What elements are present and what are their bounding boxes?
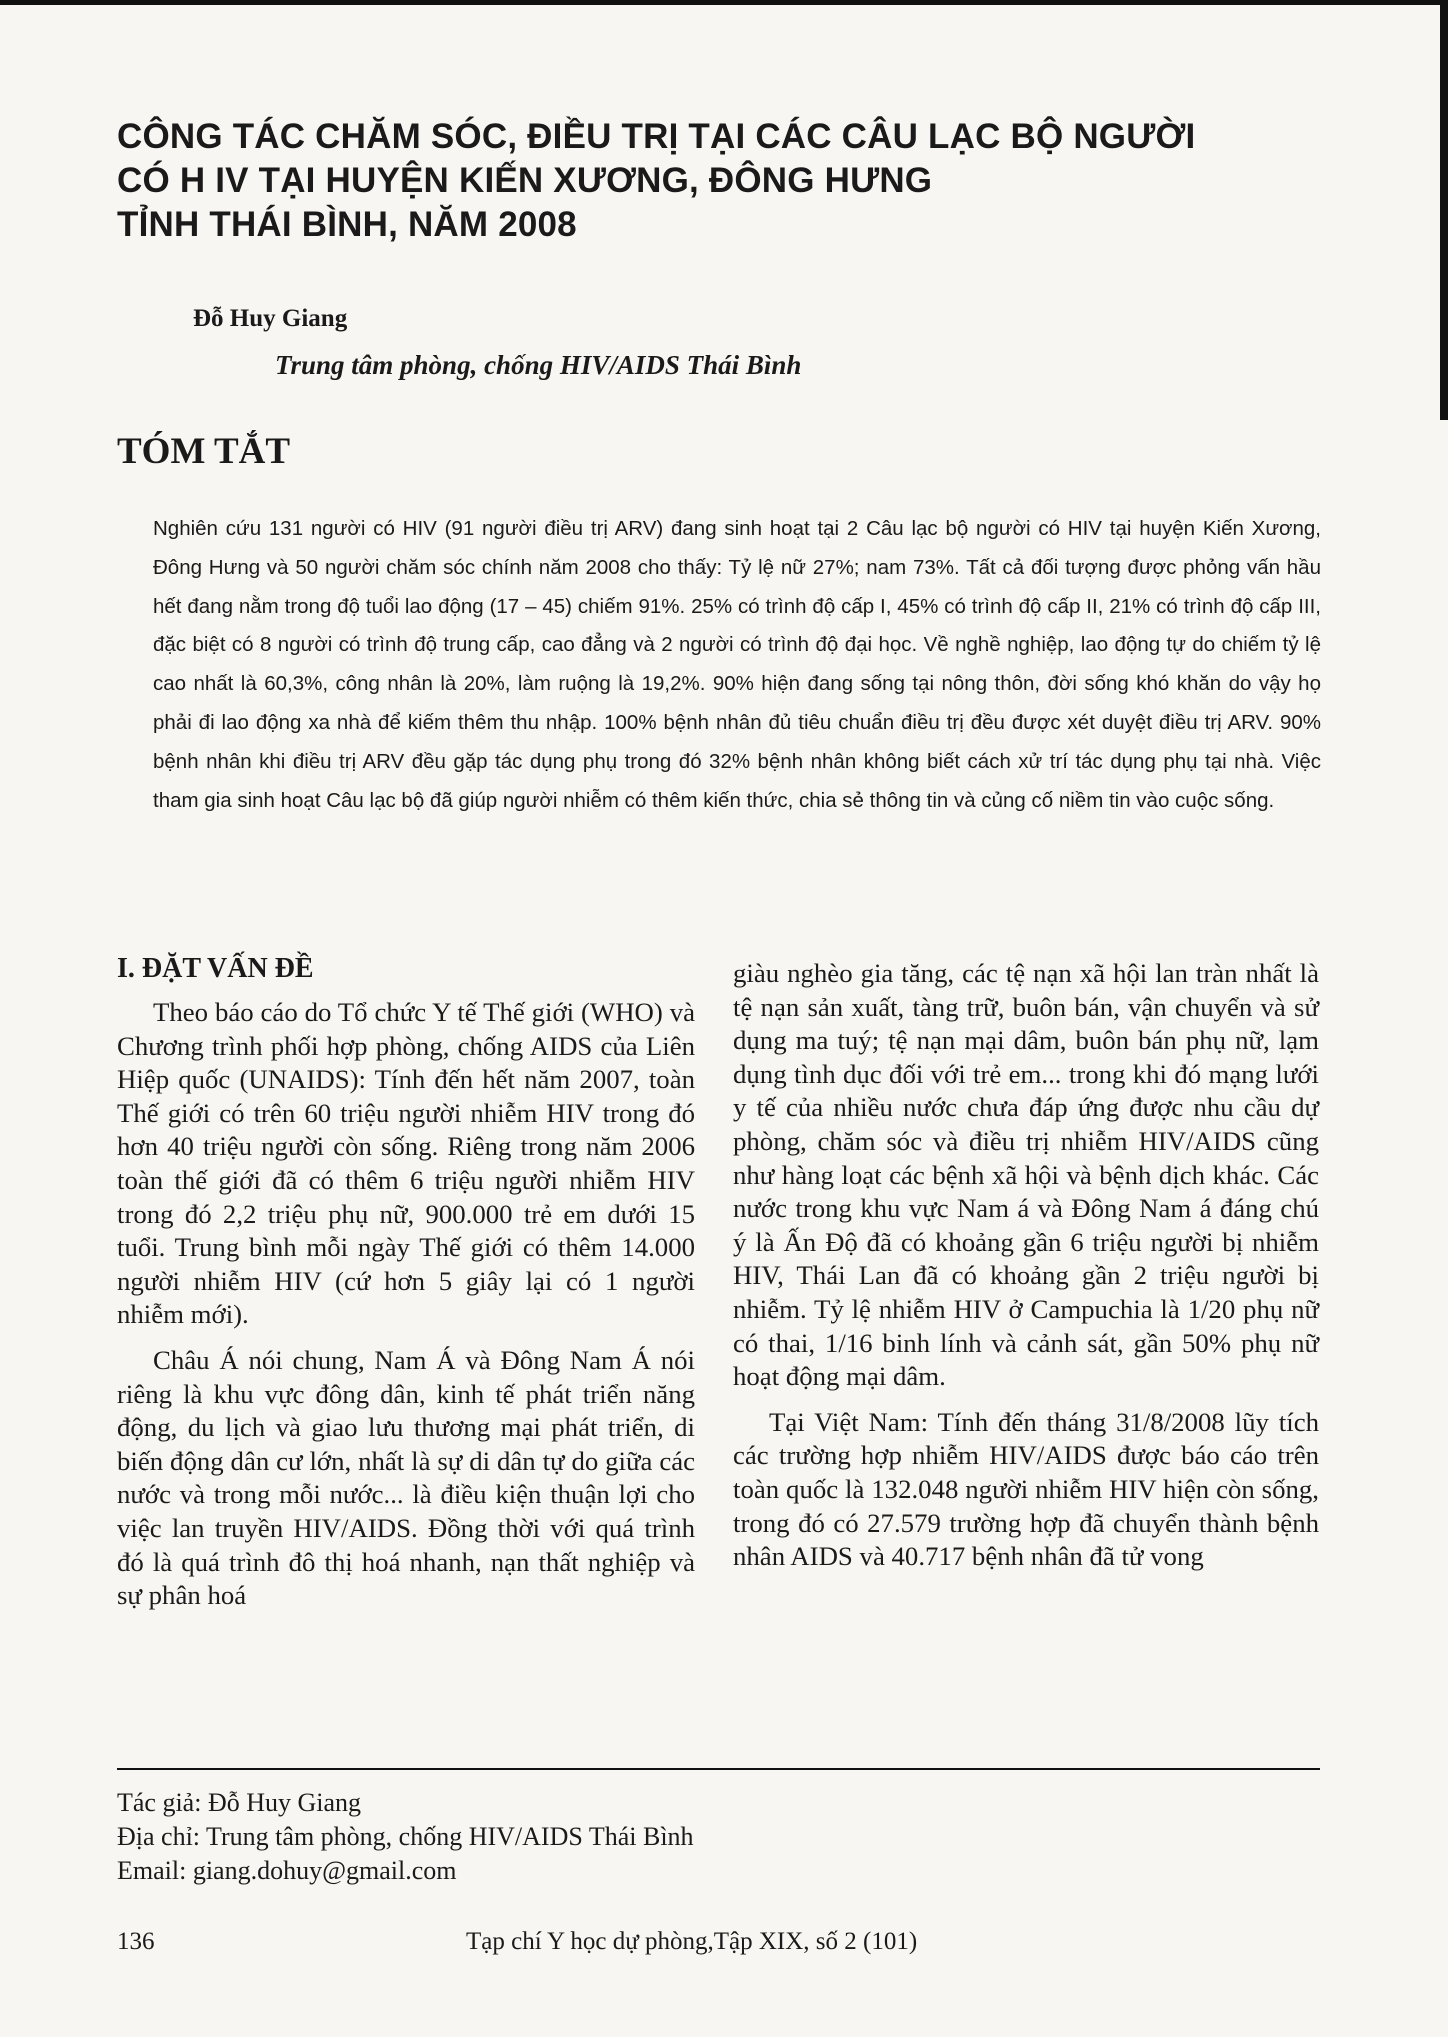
footnote-rule <box>117 1768 1320 1770</box>
title-line-1: CÔNG TÁC CHĂM SÓC, ĐIỀU TRỊ TẠI CÁC CÂU LẠC BỘ NGƯỜI <box>117 117 1196 156</box>
left-column <box>117 952 695 1613</box>
journal-name: Tạp chí Y học dự phòng,Tập XIX, số 2 (101) <box>466 1928 918 1955</box>
author-affiliation: Trung tâm phòng, chống HIV/AIDS Thái Bình <box>275 350 802 380</box>
article-title <box>117 115 1337 247</box>
title-line-2: CÓ H IV TẠI HUYỆN KIẾN XƯƠNG, ĐÔNG HƯNG <box>117 161 933 200</box>
footnote-author: Tác giả: Đỗ Huy Giang <box>117 1788 362 1817</box>
right-column <box>733 957 1319 1574</box>
page-number: 136 <box>117 1928 155 1955</box>
title-line-3: TỈNH THÁI BÌNH, NĂM 2008 <box>117 205 577 244</box>
footnote-address: Địa chỉ: Trung tâm phòng, chống HIV/AIDS Thái Bình <box>117 1822 694 1851</box>
author-name: Đỗ Huy Giang <box>193 305 348 332</box>
abstract-text: Nghiên cứu 131 người có HIV (91 người điều trị ARV) đang sinh hoạt tại 2 Câu lạc bộ người có HIV tại huyện Kiến Xương, Đông Hưng và 50 người chăm sóc chính năm 2008 cho thấy: Tỷ lệ nữ 27%; nam 73%. Tất cả đối tượng được phỏng vấn hầu hết đang nằm trong độ tuổi lao động (17 – 45) chiếm 91%. 25% có trình độ cấp I, 45% có trình độ cấp II, 21% có trình độ cấp III, đặc biệt có 8 người có trình độ trung cấp, cao đẳng và 2 người có trình độ đại học. Về nghề nghiệp, lao động tự do chiếm tỷ lệ cao nhất là 60,3%, công nhân là 20%, làm ruộng là 19,2%. 90% hiện đang sống tại nông thôn, đời sống khó khăn do vậy họ phải đi lao động xa nhà để kiếm thêm thu nhập. 100% bệnh nhân đủ tiêu chuẩn điều trị đều được xét duyệt điều trị ARV. 90% bệnh nhân khi điều trị ARV đều gặp tác dụng phụ trong đó 32% bệnh nhân không biết cách xử trí tác dụng phụ tại nhà. Việc tham gia sinh hoạt Câu lạc bộ đã giúp người nhiễm có thêm kiến thức, chia sẻ thông tin và củng cố niềm tin vào cuộc sống. <box>153 517 1321 812</box>
paragraph: Châu Á nói chung, Nam Á và Đông Nam Á nói riêng là khu vực đông dân, kinh tế phát triển năng động, du lịch và giao lưu thương mại phát triển, di biến động dân cư lớn, nhất là sự di dân tự do giữa các nước và trong mỗi nước... là điều kiện thuận lợi cho việc lan truyền HIV/AIDS. Đồng thời với quá trình đó là quá trình đô thị hoá nhanh, nạn thất nghiệp và sự phân hoá <box>117 1344 695 1611</box>
footnote <box>117 1786 694 1888</box>
paragraph: giàu nghèo gia tăng, các tệ nạn xã hội lan tràn nhất là tệ nạn sản xuất, tàng trữ, buôn bán, vận chuyển và sử dụng ma tuý; tệ nạn mại dâm, buôn bán phụ nữ, lạm dụng tình dục đối với trẻ em... trong khi đó mạng lưới y tế của nhiều nước chưa đáp ứng được nhu cầu dự phòng, chăm sóc và điều trị nhiễm HIV/AIDS cũng như hàng loạt các bệnh xã hội và bệnh dịch khác. Các nước trong khu vực Nam á và Đông Nam á đáng chú ý là Ấn Độ đã có khoảng gần 6 triệu người bị nhiễm HIV, Thái Lan đã có khoảng gần 2 triệu người bị nhiễm. Tỷ lệ nhiễm HIV ở Campuchia là 1/20 phụ nữ có thai, 1/16 binh lính và cảnh sát, gần 50% phụ nữ hoạt động mại dâm. <box>733 958 1319 1392</box>
footnote-email: Email: giang.dohuy@gmail.com <box>117 1856 457 1885</box>
paragraph: Theo báo cáo do Tổ chức Y tế Thế giới (WHO) và Chương trình phối hợp phòng, chống AIDS của Liên Hiệp quốc (UNAIDS): Tính đến hết năm 2007, toàn Thế giới có trên 60 triệu người nhiễm HIV trong đó hơn 40 triệu người còn sống. Riêng trong năm 2006 toàn thế giới đã có thêm 6 triệu người nhiễm HIV trong đó 2,2 triệu phụ nữ, 900.000 trẻ em dưới 15 tuổi. Trung bình mỗi ngày Thế giới có thêm 14.000 người nhiễm HIV (cứ hơn 5 giây lại có 1 người nhiễm mới). <box>117 997 695 1330</box>
section-heading: I. ĐẶT VẤN ĐỀ <box>117 953 314 984</box>
top-border-line <box>0 0 1448 5</box>
scan-edge-bar <box>1440 0 1448 420</box>
paragraph: Tại Việt Nam: Tính đến tháng 31/8/2008 lũy tích các trường hợp nhiễm HIV/AIDS được báo cáo trên toàn quốc là 132.048 người nhiễm HIV hiện còn sống, trong đó có 27.579 trường hợp đã chuyển thành bệnh nhân AIDS và 40.717 bệnh nhân đã tử vong <box>733 1406 1319 1572</box>
abstract-heading: TÓM TẮT <box>117 431 291 472</box>
